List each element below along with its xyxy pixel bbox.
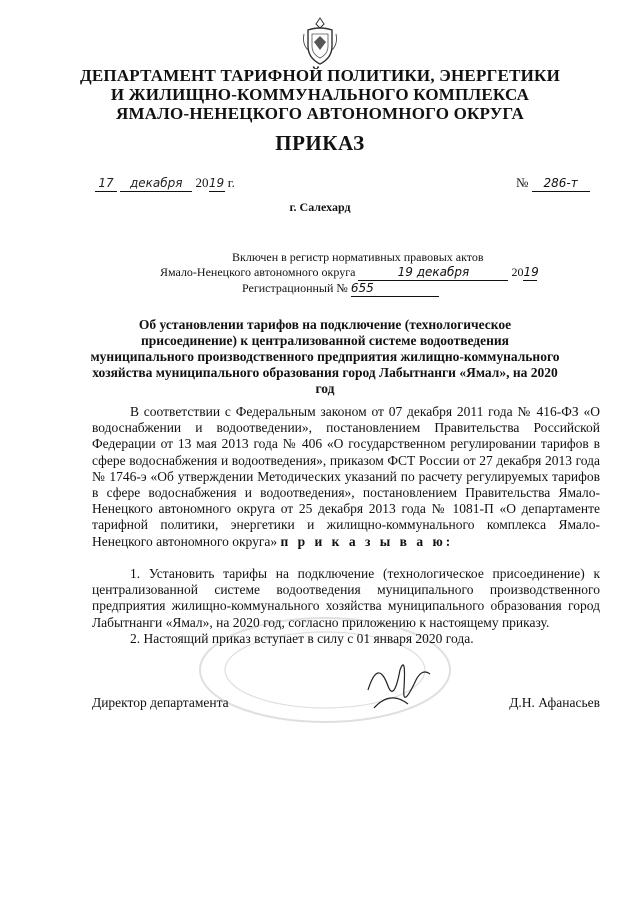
number-value: 286-т	[543, 176, 578, 190]
header-line-3: ЯМАЛО-НЕНЕЦКОГО АВТОНОМНОГО ОКРУГА	[115, 104, 525, 123]
registry-year-suffix: 19	[523, 265, 539, 279]
preamble-text: В соответствии с Федеральным законом от 07 декабря 2011 года № 416-ФЗ «О водоснабжении и водоотведении», постановлением Правительства Российской Федерации от 13 мая 2013 года № 406 «О государственном регулировании тарифов в сфере водоснабжения и водоотведения», приказом ФСТ России от 27 декабря 2013 года № 1746-э «Об утверждении Методических указаний по расчету регулируемых тарифов в сфере водоснабжения и водоотведения», постановлением Правительства Ямало-Ненецкого автономного округа от 25 декабря 2013 года № 1081-П «О департаменте тарифной политики, энергетики и жилищно-коммунального комплекса Ямало-Ненецкого автономного округа»	[92, 404, 600, 549]
handwritten-signature-icon	[360, 650, 440, 720]
preamble	[92, 404, 600, 550]
order-item-1: 1. Установить тарифы на подключение (технологическое присоединение) к централизованной системе водоотведения муниципального производственного предприятия жилищно-коммунального хозяйства муниципального образования город Лабытнанги «Ямал», на 2020 год, согласно приложению к настоящему приказу.	[92, 566, 600, 630]
order-date	[95, 175, 235, 193]
date-year-prefix: 20	[195, 175, 209, 190]
date-month: декабря	[129, 176, 183, 190]
order-number	[516, 175, 590, 192]
registry-number-label: Регистрационный №	[242, 281, 348, 295]
document-type: ПРИКАЗ	[275, 131, 365, 155]
date-year-suffix: 19	[208, 176, 225, 190]
registry-year-prefix: 20	[511, 265, 524, 279]
date-suffix: г.	[227, 175, 235, 190]
registry-number: 655	[350, 281, 374, 295]
city: г. Салехард	[289, 200, 351, 214]
registry-note	[160, 250, 537, 297]
order-word: п р и к а з ы в а ю:	[280, 533, 454, 549]
registry-line-3	[160, 281, 537, 297]
department-header	[0, 66, 640, 123]
header-line-2: И ЖИЛИЩНО-КОММУНАЛЬНОГО КОМПЛЕКСА	[110, 85, 530, 104]
document-title: Об установлении тарифов на подключение (технологическое присоединение) к централизованной системе водоотведения муниципального производственного предприятия жилищно-коммунального хозяйства муниципального образования город Лабытнанги «Ямал», на 2020 год	[90, 317, 560, 396]
signature-name: Д.Н. Афанасьев	[509, 695, 600, 710]
registry-date: 19 декабря	[397, 265, 470, 279]
coat-of-arms-icon	[300, 16, 340, 66]
order-item-2: 2. Настоящий приказ вступает в силу с 01 января 2020 года.	[130, 630, 474, 646]
signature-role: Директор департамента	[92, 695, 229, 710]
registry-line-2	[160, 265, 537, 281]
number-label: №	[516, 175, 529, 190]
registry-line-1: Включен в регистр нормативных правовых актов	[232, 250, 484, 264]
header-line-1: ДЕПАРТАМЕНТ ТАРИФНОЙ ПОЛИТИКИ, ЭНЕРГЕТИКИ	[79, 66, 561, 85]
date-day: 17	[98, 176, 114, 190]
registry-region: Ямало-Ненецкого автономного округа	[160, 265, 356, 279]
